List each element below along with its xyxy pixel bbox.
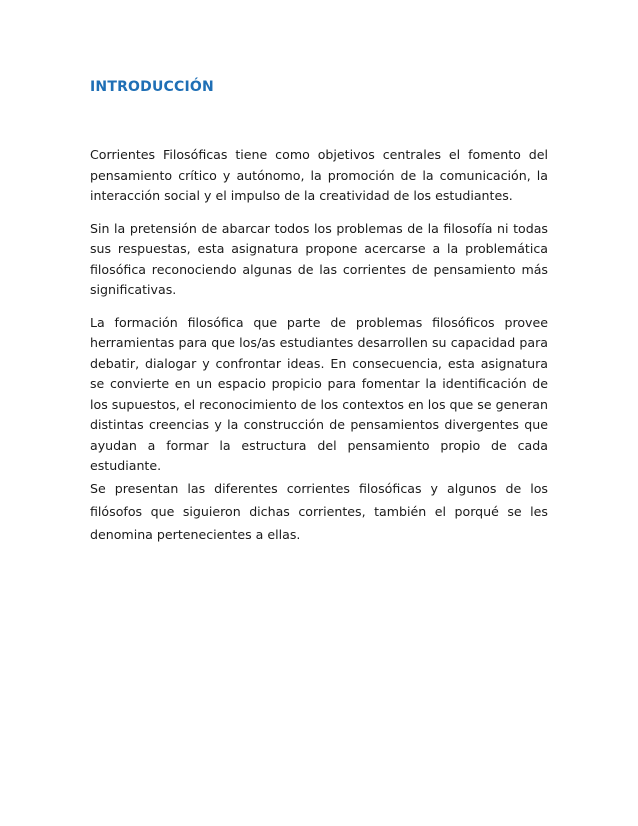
paragraph-1: Corrientes Filosóficas tiene como objetivos centrales el fomento del pensamiento crítico y autónomo, la promoción de la comunicación, la interacción social y el impulso de la creatividad de los estudiantes. — [90, 147, 548, 203]
section-heading: INTRODUCCIÓN — [90, 79, 214, 95]
paragraph-4: Se presentan las diferentes corrientes filosóficas y algunos de los filósofos que siguieron dichas corrientes, también el porqué se les denomina pertenecientes a ellas. — [90, 480, 548, 542]
paragraph-2: Sin la pretensión de abarcar todos los problemas de la filosofía ni todas sus respuestas, esta asignatura propone acercarse a la problemática filosófica reconociendo algunas de las corrientes de pensamiento más significativas. — [90, 220, 548, 297]
paragraph-3: La formación filosófica que parte de problemas filosóficos provee herramientas para que los/as estudiantes desarrollen su capacidad para debatir, dialogar y confrontar ideas. En consecuencia, esta asignatura se convierte en un espacio propicio para fomentar la identificación de los supuestos, el reconocimiento de los contextos en los que se generan distintas creencias y la construcción de pensamientos divergentes que ayudan a formar la estructura del pensamiento propio de cada estudiante. — [90, 314, 548, 473]
document-body — [90, 145, 548, 558]
